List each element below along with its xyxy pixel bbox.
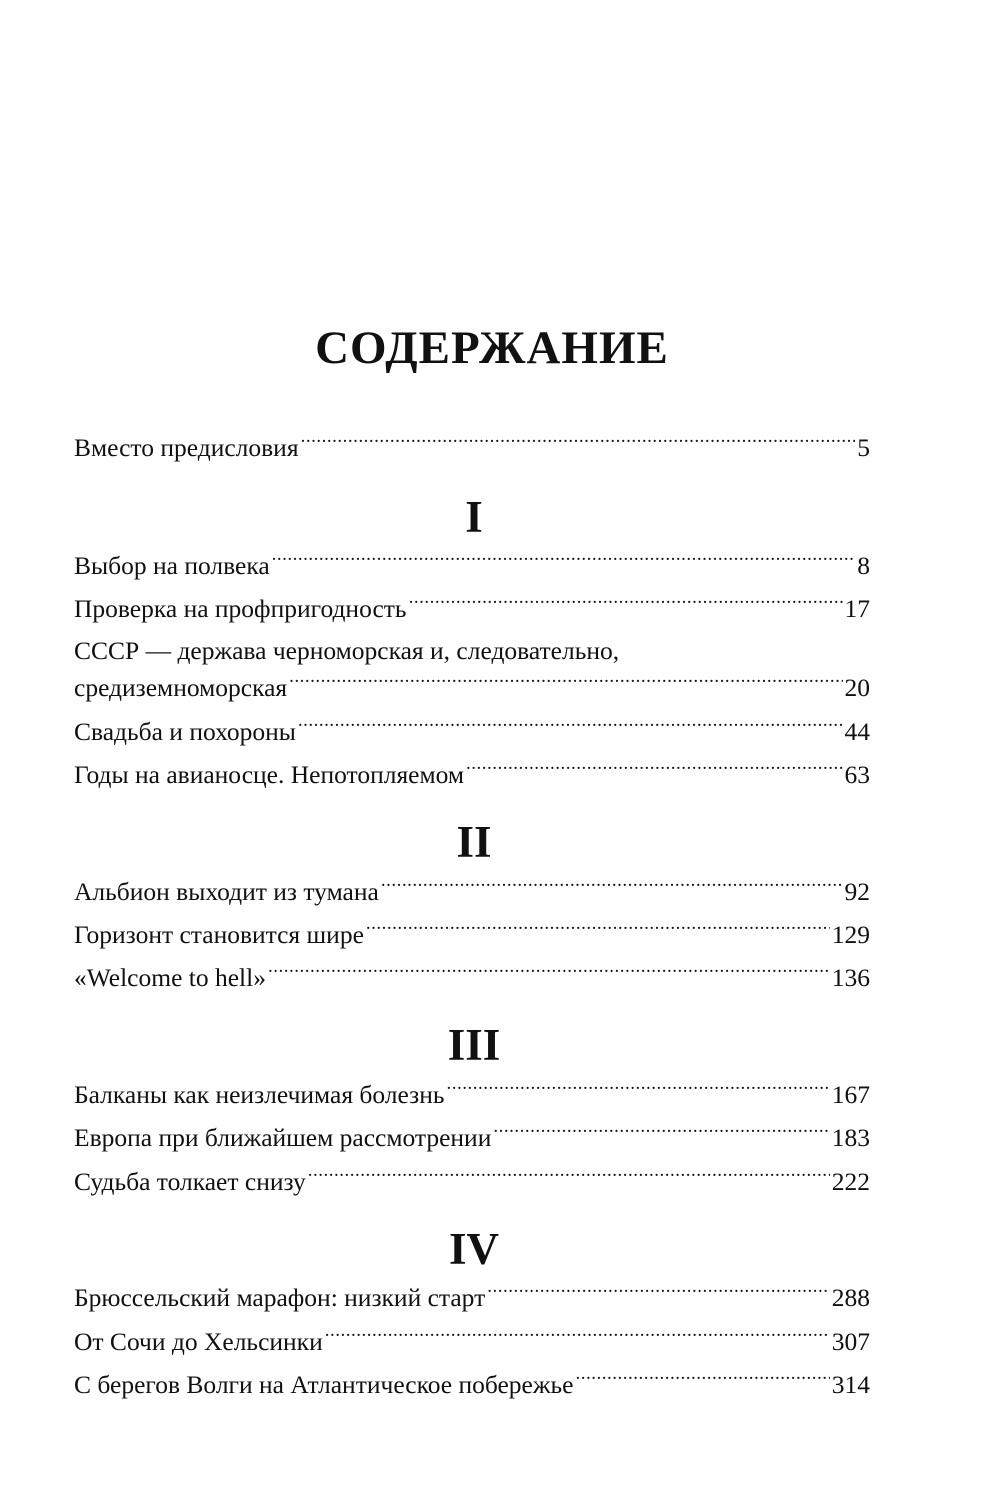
toc-entry-label: Брюссельский марафон: низкий старт xyxy=(74,1283,486,1312)
toc-entry-label: Балканы как неизлечимая болезнь xyxy=(74,1080,445,1109)
dot-leader xyxy=(381,875,843,901)
toc-entry-page: 63 xyxy=(844,760,870,789)
section-heading-4: IV xyxy=(448,1224,499,1274)
dot-leader xyxy=(447,1078,830,1104)
section-heading-1: I xyxy=(465,492,483,542)
toc-entry-label: «Welcome to hell» xyxy=(74,963,266,992)
toc-entry-page: 222 xyxy=(831,1167,870,1196)
toc-entry-page: 183 xyxy=(831,1123,870,1152)
dot-leader xyxy=(298,715,843,741)
toc-entry xyxy=(74,915,870,955)
toc-entry-page: 136 xyxy=(831,963,870,992)
toc-entry-label: Годы на авианосце. Непотопляемом xyxy=(74,760,465,789)
toc-entry-label: От Сочи до Хельсинки xyxy=(74,1327,323,1356)
section-heading-2: II xyxy=(456,817,492,867)
toc-entry-label: С берегов Волги на Атлантическое побережье xyxy=(74,1370,574,1399)
toc-entry-page: 17 xyxy=(844,594,870,623)
toc-entry-page: 44 xyxy=(844,717,870,746)
toc-entry-page: 129 xyxy=(831,920,870,949)
dot-leader xyxy=(268,961,830,987)
toc-entry-page: 8 xyxy=(857,551,870,580)
dot-leader xyxy=(493,1121,829,1147)
toc-entry-label: Проверка на профпригодность xyxy=(74,594,407,623)
toc-entry-label-line1: СССР — держава черноморская и, следовательно, xyxy=(74,636,620,665)
toc-entry xyxy=(74,755,870,795)
dot-leader xyxy=(366,918,830,944)
toc-entry xyxy=(74,589,870,629)
toc-entry-page: 314 xyxy=(831,1370,870,1399)
dot-leader xyxy=(487,1281,830,1307)
page-title: СОДЕРЖАНИЕ xyxy=(315,322,669,374)
toc-entry-page: 288 xyxy=(831,1283,870,1312)
section-heading-3: III xyxy=(447,1020,501,1070)
toc-entry-label: Вместо предисловия xyxy=(74,433,299,462)
dot-leader xyxy=(409,592,843,618)
toc-entry-label: Выбор на полвека xyxy=(74,551,270,580)
toc-entry xyxy=(74,1278,870,1318)
dot-leader xyxy=(325,1325,830,1351)
toc-entry xyxy=(74,872,870,912)
toc-entry xyxy=(74,958,870,998)
toc-entry-label: Альбион выходит из тумана xyxy=(74,877,379,906)
toc-entry-preface xyxy=(74,428,870,468)
toc-entry xyxy=(74,668,870,708)
dot-leader xyxy=(466,758,842,784)
toc-entry-label: Судьба толкает снизу xyxy=(74,1167,306,1196)
toc-entry xyxy=(74,1365,870,1405)
dot-leader xyxy=(301,431,856,457)
toc-entry-page: 92 xyxy=(844,877,870,906)
toc-entry-label: Горизонт становится шире xyxy=(74,920,364,949)
dot-leader xyxy=(272,549,856,575)
dot-leader xyxy=(308,1165,830,1191)
toc-entry xyxy=(74,1322,870,1362)
toc-entry-page: 307 xyxy=(831,1327,870,1356)
dot-leader xyxy=(575,1368,829,1394)
toc-entry-label: Свадьба и похороны xyxy=(74,717,296,746)
toc-entry-page: 5 xyxy=(857,433,870,462)
toc-entry xyxy=(74,1162,870,1202)
toc-entry xyxy=(74,546,870,586)
toc-entry-page: 20 xyxy=(844,673,870,702)
toc-entry-label: средиземноморская xyxy=(74,673,288,702)
toc-entry xyxy=(74,712,870,752)
toc-entry xyxy=(74,1075,870,1115)
toc-entry-label: Европа при ближайшем рассмотрении xyxy=(74,1123,492,1152)
toc-entry xyxy=(74,1118,870,1158)
dot-leader xyxy=(289,671,842,697)
toc-entry-page: 167 xyxy=(831,1080,870,1109)
